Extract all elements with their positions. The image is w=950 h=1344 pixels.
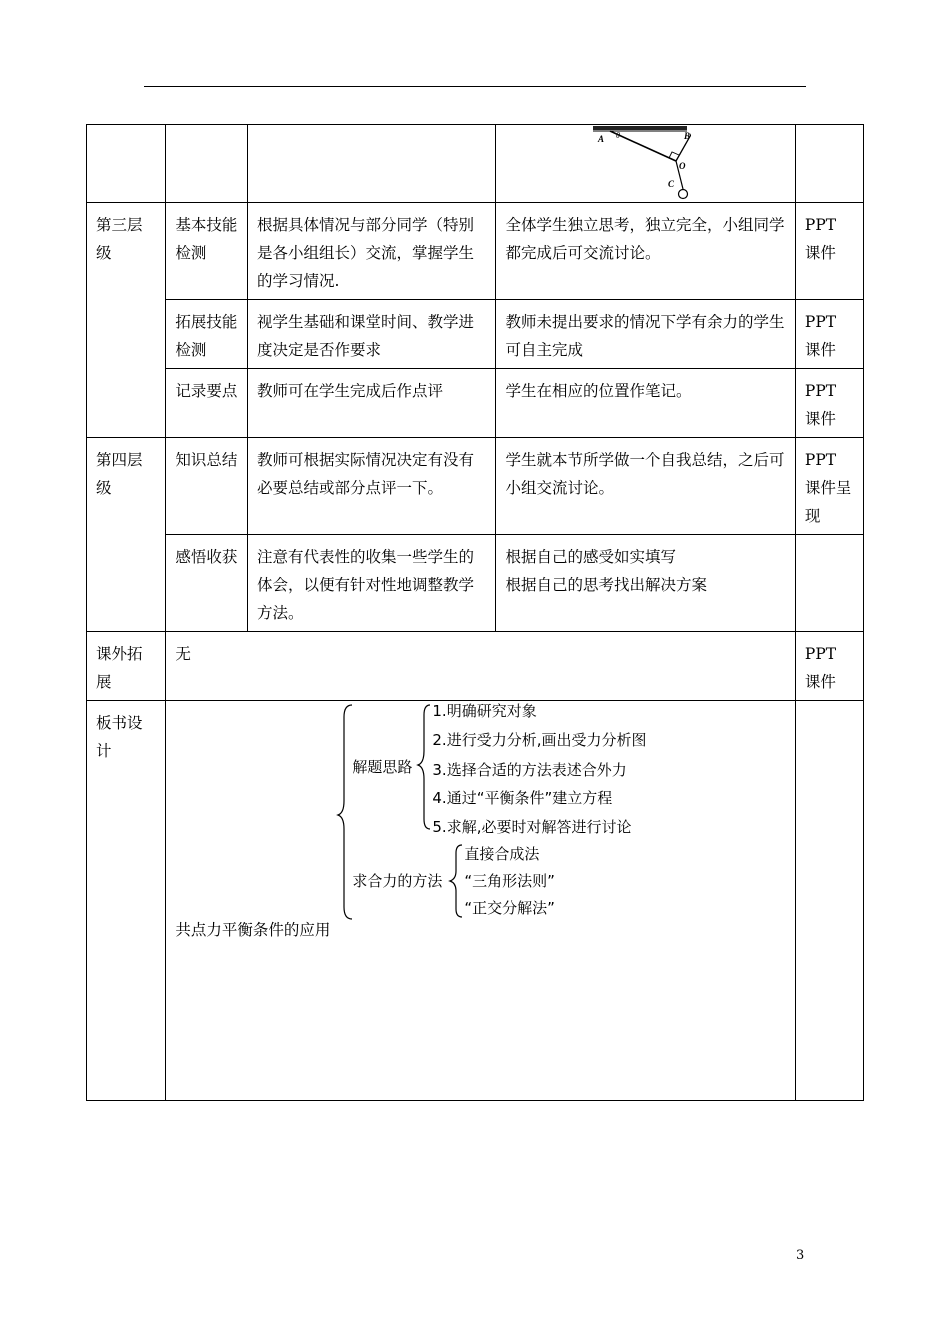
teacher-cell: 教师可根据实际情况决定有没有必要总结或部分点评一下。 bbox=[248, 438, 496, 535]
item-cell: 感悟收获 bbox=[166, 535, 248, 632]
item-cell: 拓展技能检测 bbox=[166, 300, 248, 369]
label-B: B bbox=[684, 131, 691, 141]
step-2: 2.进行受力分析,画出受力分析图 bbox=[432, 731, 647, 749]
board-cell bbox=[166, 701, 796, 1101]
teacher-cell: 视学生基础和课堂时间、教学进度决定是否作要求 bbox=[248, 300, 496, 369]
page-number: 3 bbox=[796, 1248, 805, 1263]
table-row bbox=[87, 300, 864, 369]
teacher-cell: 注意有代表性的收集一些学生的体会，以便有针对性地调整教学方法。 bbox=[248, 535, 496, 632]
label-C: C bbox=[668, 179, 675, 189]
method-3: “正交分解法” bbox=[464, 899, 555, 917]
branch-methods: 求合力的方法 bbox=[352, 872, 443, 890]
item-cell: 记录要点 bbox=[166, 369, 248, 438]
level-cell: 第三层级 bbox=[87, 203, 166, 438]
level-cell: 课外拓展 bbox=[87, 632, 166, 701]
board-title: 共点力平衡条件的应用 bbox=[175, 921, 331, 939]
label-theta: θ bbox=[616, 131, 621, 140]
step-5: 5.求解,必要时对解答进行讨论 bbox=[432, 818, 632, 836]
media-cell: PPT 课件 bbox=[795, 632, 863, 701]
board-design bbox=[166, 701, 795, 1099]
board-label: 板书设计 bbox=[87, 701, 166, 1101]
step-4: 4.通过“平衡条件”建立方程 bbox=[432, 789, 613, 807]
method-2: “三角形法则” bbox=[464, 872, 555, 890]
table-row bbox=[87, 438, 864, 535]
student-cell: 学生就本节所学做一个自我总结，之后可小组交流讨论。 bbox=[496, 438, 795, 535]
student-cell: 根据自己的感受如实填写 根据自己的思考找出解决方案 bbox=[496, 535, 795, 632]
ceiling bbox=[593, 126, 687, 130]
teacher-cell: 根据具体情况与部分同学（特别是各小组组长）交流，掌握学生的学习情况. bbox=[248, 203, 496, 300]
label-O: O bbox=[679, 161, 686, 171]
item-cell: 知识总结 bbox=[166, 438, 248, 535]
main-brace bbox=[338, 705, 352, 919]
step-1: 1.明确研究对象 bbox=[432, 702, 537, 720]
table-row bbox=[87, 632, 864, 701]
table-row-figure bbox=[87, 125, 864, 203]
level-cell: 第四层级 bbox=[87, 438, 166, 632]
step-3: 3.选择合适的方法表述合外力 bbox=[432, 761, 627, 779]
student-cell: 全体学生独立思考，独立完全，小组同学都完成后可交流讨论。 bbox=[496, 203, 795, 300]
branch-thinking: 解题思路 bbox=[352, 758, 413, 776]
methods-brace bbox=[450, 845, 462, 917]
media-cell: PPT 课件呈现 bbox=[795, 438, 863, 535]
media-cell: PPT 课件 bbox=[795, 300, 863, 369]
teacher-cell: 教师可在学生完成后作点评 bbox=[248, 369, 496, 438]
item-cell: 基本技能检测 bbox=[166, 203, 248, 300]
weight-ball bbox=[679, 190, 688, 199]
student-cell: 教师未提出要求的情况下学有余力的学生可自主完成 bbox=[496, 300, 795, 369]
header-rule bbox=[144, 86, 806, 87]
physics-figure bbox=[591, 125, 691, 203]
figure-cell bbox=[496, 125, 795, 203]
table-row bbox=[87, 535, 864, 632]
method-1: 直接合成法 bbox=[464, 845, 540, 863]
student-cell: 学生在相应的位置作笔记。 bbox=[496, 369, 795, 438]
lesson-plan-table bbox=[86, 124, 864, 1101]
label-A: A bbox=[598, 134, 605, 144]
item-cell: 无 bbox=[166, 632, 796, 701]
table-row bbox=[87, 203, 864, 300]
media-cell bbox=[795, 535, 863, 632]
media-cell: PPT 课件 bbox=[795, 203, 863, 300]
table-row-board bbox=[87, 701, 864, 1101]
steps-brace bbox=[418, 705, 430, 829]
media-cell: PPT 课件 bbox=[795, 369, 863, 438]
table-row bbox=[87, 369, 864, 438]
